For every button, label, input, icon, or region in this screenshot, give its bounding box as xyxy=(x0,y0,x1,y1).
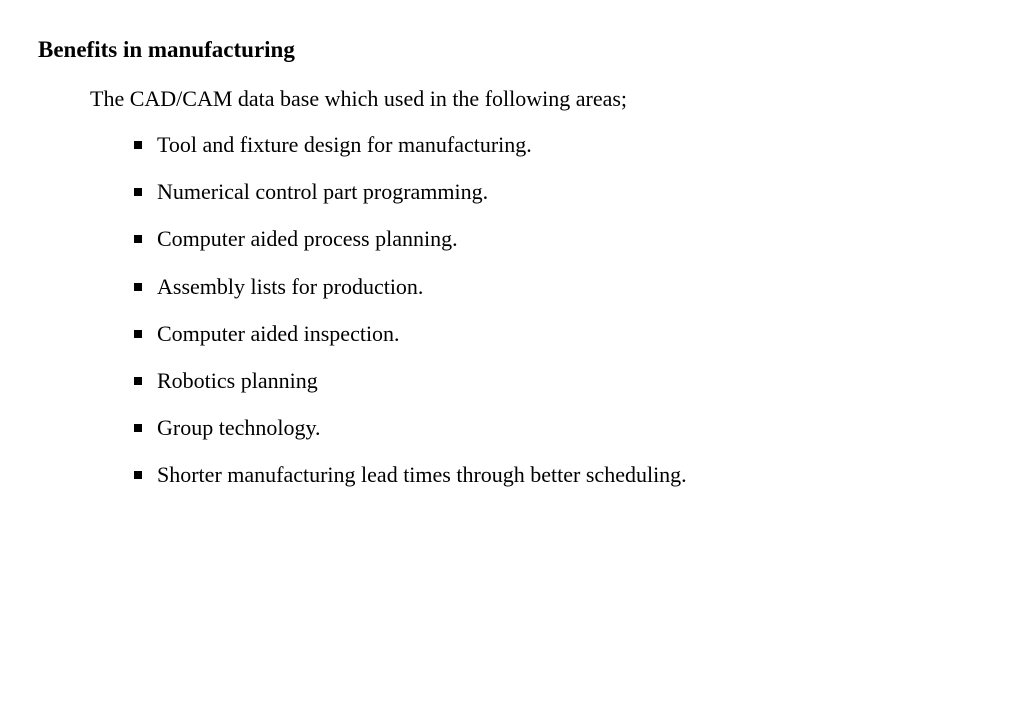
list-item-text: Robotics planning xyxy=(157,367,318,393)
square-bullet-icon xyxy=(134,471,142,479)
list-item-text: Group technology. xyxy=(157,415,321,441)
square-bullet-icon xyxy=(134,235,142,243)
list-item xyxy=(134,273,687,301)
square-bullet-icon xyxy=(134,283,142,291)
list-item xyxy=(134,367,687,395)
list-item-text: Computer aided process planning. xyxy=(157,226,458,252)
square-bullet-icon xyxy=(134,377,142,385)
list-item-text: Computer aided inspection. xyxy=(157,320,400,346)
square-bullet-icon xyxy=(134,330,142,338)
intro-paragraph: The CAD/CAM data base which used in the following areas; xyxy=(90,86,628,111)
list-item-text: Assembly lists for production. xyxy=(157,273,424,299)
list-item xyxy=(134,461,687,489)
list-item xyxy=(134,225,687,253)
square-bullet-icon xyxy=(134,141,142,149)
square-bullet-icon xyxy=(134,424,142,432)
list-item xyxy=(134,178,687,206)
list-item xyxy=(134,131,687,159)
square-bullet-icon xyxy=(134,188,142,196)
list-item-text: Numerical control part programming. xyxy=(157,179,489,205)
section-heading: Benefits in manufacturing xyxy=(38,37,295,62)
list-item xyxy=(134,414,687,442)
benefits-list xyxy=(134,131,687,509)
list-item-text: Tool and fixture design for manufacturing. xyxy=(157,132,532,157)
list-item-text: Shorter manufacturing lead times through better scheduling. xyxy=(157,462,687,488)
list-item xyxy=(134,320,687,348)
